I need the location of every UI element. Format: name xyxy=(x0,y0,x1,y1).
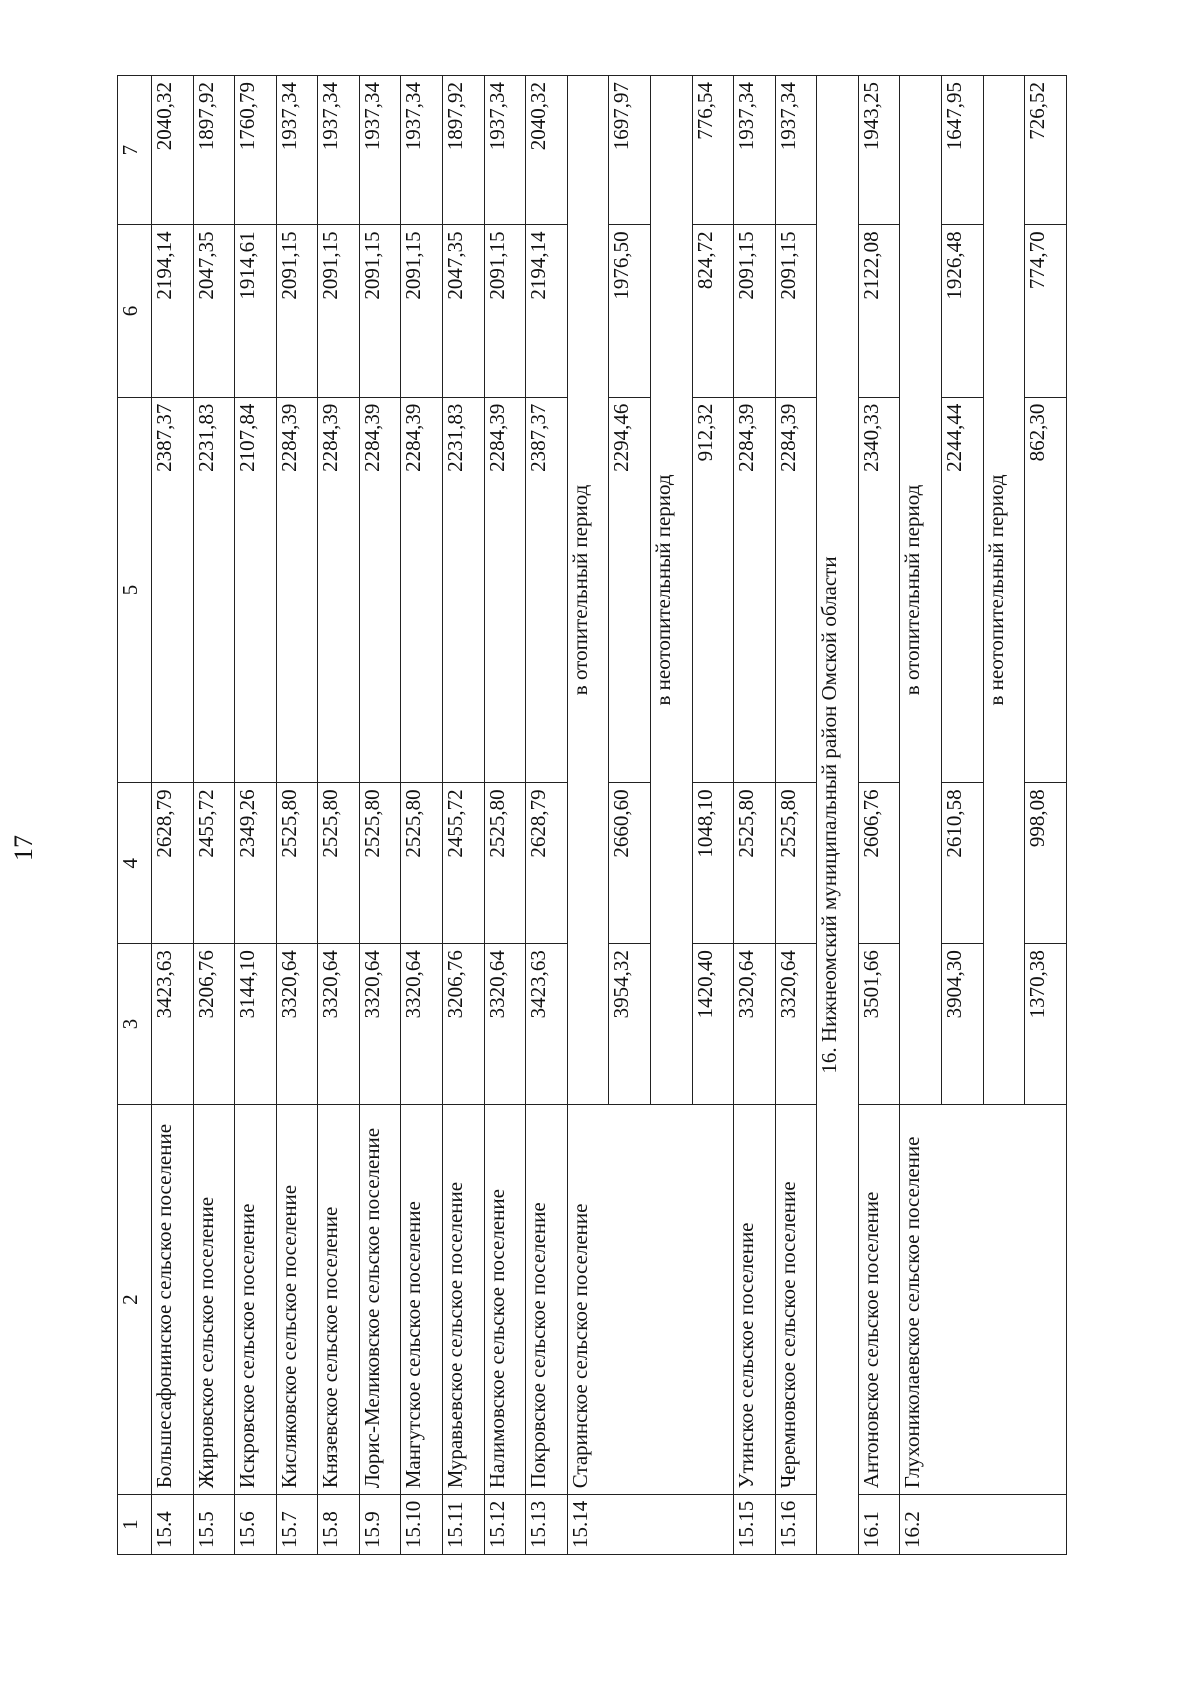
value-c7: 1760,79 xyxy=(235,76,277,225)
tariff-table xyxy=(117,75,1067,1555)
value-c4: 2525,80 xyxy=(401,783,443,944)
value-c5: 2294,46 xyxy=(609,397,651,783)
row-number: 15.11 xyxy=(443,1495,485,1555)
value-c7: 1937,34 xyxy=(401,76,443,225)
table-row xyxy=(734,76,776,1555)
value-c6: 2091,15 xyxy=(775,225,817,397)
value-c3: 3954,32 xyxy=(609,944,651,1105)
value-c4: 2525,80 xyxy=(775,783,817,944)
row-number: 15.14 xyxy=(567,1495,733,1555)
period-label: в неотопительный период xyxy=(983,76,1025,1105)
value-c7: 776,54 xyxy=(692,76,734,225)
value-c6: 1926,48 xyxy=(941,225,983,397)
header-cell-7: 7 xyxy=(118,76,152,225)
value-c6: 2194,14 xyxy=(152,225,194,397)
value-c5: 2244,44 xyxy=(941,397,983,783)
table-row xyxy=(443,76,485,1555)
value-c5: 2387,37 xyxy=(526,397,568,783)
value-c5: 862,30 xyxy=(1025,397,1067,783)
row-number: 15.6 xyxy=(235,1495,277,1555)
settlement-name: Муравьевское сельское поселение xyxy=(443,1104,485,1494)
value-c3: 1370,38 xyxy=(1025,944,1067,1105)
settlement-name: Утинское сельское поселение xyxy=(734,1104,776,1494)
value-c7: 1937,34 xyxy=(359,76,401,225)
value-c3: 3320,64 xyxy=(359,944,401,1105)
header-cell-1: 1 xyxy=(118,1495,152,1555)
value-c3: 1420,40 xyxy=(692,944,734,1105)
header-cell-2: 2 xyxy=(118,1104,152,1494)
value-c7: 1897,92 xyxy=(443,76,485,225)
row-number: 15.13 xyxy=(526,1495,568,1555)
settlement-name: Кисляковское сельское поселение xyxy=(276,1104,318,1494)
value-c4: 1048,10 xyxy=(692,783,734,944)
value-c7: 1937,34 xyxy=(775,76,817,225)
settlement-name: Князевское сельское поселение xyxy=(318,1104,360,1494)
value-c4: 2455,72 xyxy=(193,783,235,944)
header-cell-3: 3 xyxy=(118,944,152,1105)
value-c5: 2284,39 xyxy=(359,397,401,783)
row-number: 15.7 xyxy=(276,1495,318,1555)
value-c4: 2455,72 xyxy=(443,783,485,944)
value-c7: 1943,25 xyxy=(858,76,900,225)
table-row xyxy=(775,76,817,1555)
header-row xyxy=(118,76,152,1555)
period-label: в отопительный период xyxy=(900,76,942,1105)
value-c4: 2628,79 xyxy=(152,783,194,944)
page-number: 17 xyxy=(9,835,38,861)
section-row xyxy=(817,76,859,1555)
value-c5: 2284,39 xyxy=(318,397,360,783)
value-c6: 2047,35 xyxy=(443,225,485,397)
value-c5: 2284,39 xyxy=(775,397,817,783)
value-c4: 2660,60 xyxy=(609,783,651,944)
value-c6: 2091,15 xyxy=(359,225,401,397)
value-c6: 1976,50 xyxy=(609,225,651,397)
row-number: 15.12 xyxy=(484,1495,526,1555)
table-row xyxy=(359,76,401,1555)
value-c3: 3320,64 xyxy=(734,944,776,1105)
row-number: 16.1 xyxy=(858,1495,900,1555)
table-row xyxy=(318,76,360,1555)
value-c3: 3206,76 xyxy=(193,944,235,1105)
value-c3: 3206,76 xyxy=(443,944,485,1105)
value-c3: 3423,63 xyxy=(152,944,194,1105)
row-number: 15.5 xyxy=(193,1495,235,1555)
value-c7: 1697,97 xyxy=(609,76,651,225)
row-number: 16.2 xyxy=(900,1495,1067,1555)
value-c6: 2091,15 xyxy=(734,225,776,397)
period-label: в отопительный период xyxy=(567,76,609,1105)
header-cell-4: 4 xyxy=(118,783,152,944)
value-c5: 2231,83 xyxy=(193,397,235,783)
value-c3: 3320,64 xyxy=(775,944,817,1105)
value-c3: 3320,64 xyxy=(318,944,360,1105)
header-cell-5: 5 xyxy=(118,397,152,783)
value-c7: 1937,34 xyxy=(318,76,360,225)
value-c5: 2231,83 xyxy=(443,397,485,783)
value-c6: 774,70 xyxy=(1025,225,1067,397)
value-c4: 998,08 xyxy=(1025,783,1067,944)
value-c5: 2284,39 xyxy=(401,397,443,783)
settlement-name: Старинское сельское поселение xyxy=(567,1104,733,1494)
table-row xyxy=(235,76,277,1555)
settlement-name: Антоновское сельское поселение xyxy=(858,1104,900,1494)
value-c4: 2525,80 xyxy=(734,783,776,944)
value-c7: 2040,32 xyxy=(152,76,194,225)
value-c7: 726,52 xyxy=(1025,76,1067,225)
value-c4: 2525,80 xyxy=(276,783,318,944)
row-number: 15.16 xyxy=(775,1495,817,1555)
value-c7: 1937,34 xyxy=(734,76,776,225)
value-c4: 2349,26 xyxy=(235,783,277,944)
value-c4: 2525,80 xyxy=(318,783,360,944)
table-row xyxy=(276,76,318,1555)
header-cell-6: 6 xyxy=(118,225,152,397)
table-row xyxy=(401,76,443,1555)
settlement-name: Большесафонинское сельское поселение xyxy=(152,1104,194,1494)
value-c7: 2040,32 xyxy=(526,76,568,225)
value-c6: 2091,15 xyxy=(484,225,526,397)
settlement-name: Жирновское сельское поселение xyxy=(193,1104,235,1494)
row-number: 15.4 xyxy=(152,1495,194,1555)
value-c7: 1647,95 xyxy=(941,76,983,225)
table-row xyxy=(526,76,568,1555)
value-c6: 2091,15 xyxy=(276,225,318,397)
rotated-table-container xyxy=(117,75,1067,1555)
settlement-name: Искровское сельское поселение xyxy=(235,1104,277,1494)
value-c7: 1897,92 xyxy=(193,76,235,225)
value-c4: 2628,79 xyxy=(526,783,568,944)
value-c6: 2194,14 xyxy=(526,225,568,397)
value-c3: 3423,63 xyxy=(526,944,568,1105)
value-c5: 2107,84 xyxy=(235,397,277,783)
value-c6: 2091,15 xyxy=(401,225,443,397)
value-c3: 3320,64 xyxy=(401,944,443,1105)
value-c3: 3501,66 xyxy=(858,944,900,1105)
value-c4: 2525,80 xyxy=(484,783,526,944)
table-row xyxy=(858,76,900,1555)
period-label-row xyxy=(567,76,609,1555)
value-c7: 1937,34 xyxy=(484,76,526,225)
settlement-name: Черемновское сельское поселение xyxy=(775,1104,817,1494)
value-c4: 2606,76 xyxy=(858,783,900,944)
settlement-name: Глухониколаевское сельское поселение xyxy=(900,1104,1067,1494)
value-c5: 2387,37 xyxy=(152,397,194,783)
period-label: в неотопительный период xyxy=(650,76,692,1105)
value-c3: 3320,64 xyxy=(484,944,526,1105)
value-c4: 2525,80 xyxy=(359,783,401,944)
value-c3: 3144,10 xyxy=(235,944,277,1105)
settlement-name: Лорис-Меликовское сельское поселение xyxy=(359,1104,401,1494)
value-c5: 912,32 xyxy=(692,397,734,783)
value-c6: 824,72 xyxy=(692,225,734,397)
value-c5: 2284,39 xyxy=(276,397,318,783)
table-row xyxy=(484,76,526,1555)
row-number: 15.15 xyxy=(734,1495,776,1555)
value-c7: 1937,34 xyxy=(276,76,318,225)
value-c6: 1914,61 xyxy=(235,225,277,397)
value-c5: 2284,39 xyxy=(734,397,776,783)
row-number: 15.8 xyxy=(318,1495,360,1555)
table-row xyxy=(152,76,194,1555)
settlement-name: Покровское сельское поселение xyxy=(526,1104,568,1494)
value-c6: 2122,08 xyxy=(858,225,900,397)
settlement-name: Мангутское сельское поселение xyxy=(401,1104,443,1494)
value-c6: 2047,35 xyxy=(193,225,235,397)
value-c4: 2610,58 xyxy=(941,783,983,944)
value-c5: 2340,33 xyxy=(858,397,900,783)
value-c6: 2091,15 xyxy=(318,225,360,397)
period-label-row xyxy=(900,76,942,1555)
value-c3: 3904,30 xyxy=(941,944,983,1105)
value-c5: 2284,39 xyxy=(484,397,526,783)
section-title: 16. Нижнеомский муниципальный район Омской области xyxy=(817,76,859,1555)
table-row xyxy=(193,76,235,1555)
value-c3: 3320,64 xyxy=(276,944,318,1105)
settlement-name: Налимовское сельское поселение xyxy=(484,1104,526,1494)
row-number: 15.10 xyxy=(401,1495,443,1555)
row-number: 15.9 xyxy=(359,1495,401,1555)
